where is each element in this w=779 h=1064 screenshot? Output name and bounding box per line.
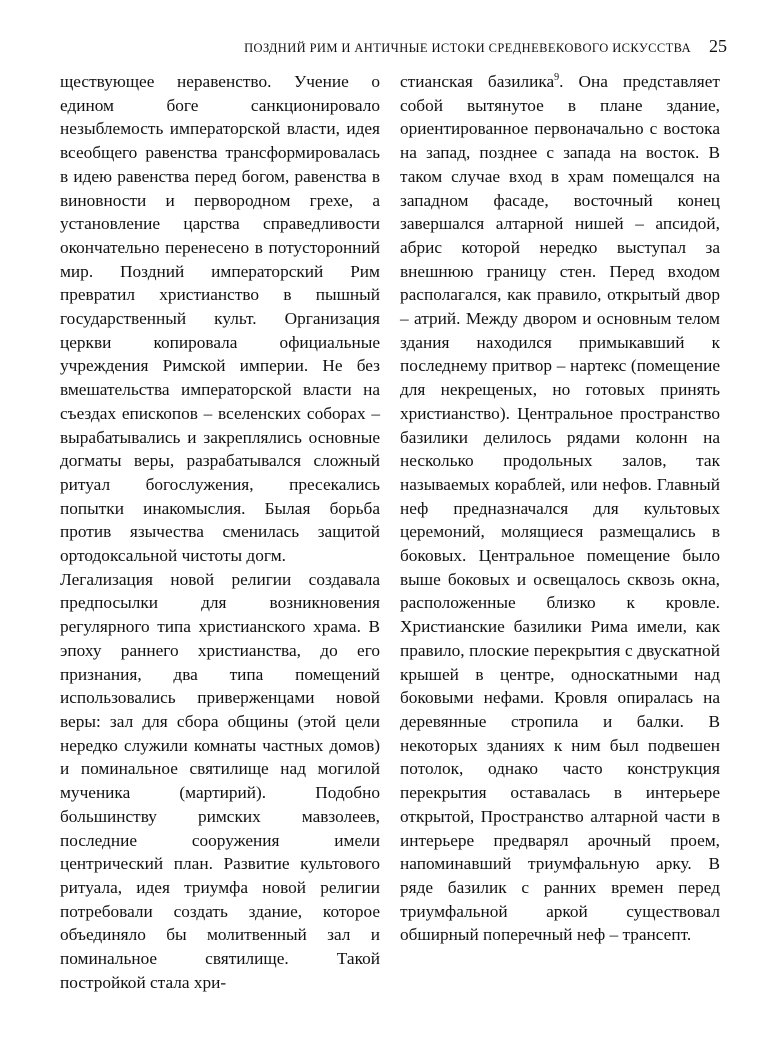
running-header — [180, 36, 727, 58]
paragraph-basilica — [400, 70, 720, 947]
basilica-text-body: . Она представляет собой вытянутое в плане здание, ориентированное первоначально с востока на запад, позднее с запада на восток. В таком случае вход в храм помещался на западном фасаде, восточный конец завершался алтарной нишей – апсидой, абрис которой нередко выступал за внешнюю границу стен. Перед входом располагался, как правило, открытый двор – атрий. Между двором и основным телом здания находился примыкавший к последнему притвор – нартекс (помещение для некрещеных, но готовых принять христианство). Центральное пространство базилики делилось рядами колонн на несколько продольных залов, так называемых кораблей, или нефов. Главный неф предназначался для культовых церемоний, молящиеся размещались в боковых. Центральное помещение было выше боковых и освещалось сквозь окна, расположенные близко к кровле. Христианские базилики Рима имели, как правило, плоские перекрытия с двускатной крышей в центре, односкатными над боковыми нефами. Кровля опиралась на деревянные стропила и балки. В некоторых зданиях к ним был подвешен потолок, однако часто конструкция перекрытия оставалась в интерьере открытой, Пространство алтарной части в интерьере предварял арочный проем, напоминавший триумфальную арку. В ряде базилик с ранних времен перед триумфальной аркой существовал обширный поперечный неф – трансепт. — [400, 72, 720, 945]
text-column-left — [60, 70, 380, 994]
footnote-reference: 9 — [554, 72, 560, 84]
chapter-running-title: ПОЗДНИЙ РИМ И АНТИЧНЫЕ ИСТОКИ СРЕДНЕВЕКОВОГО ИСКУССТВА — [244, 41, 691, 55]
text-column-right — [400, 70, 720, 947]
basilica-text-start: стианская базилика — [400, 72, 555, 91]
paragraph-continuation: ществующее неравенство. Учение о едином боге санкционировало незыблемость императорской власти, идея всеобщего равенства трансформировалась в идею равенства перед богом, равенства в виновности и первородном грехе, а установление царства справедливости окончательно перенесено в потусторонний мир. Поздний императорский Рим превратил христианство в пышный государственный культ. Организация церкви копировала официальные учреждения Римской империи. Не без вмешательства императорской власти на съездах епископов – вселенских соборах – вырабатывались и закреплялись основные догматы веры, разрабатывался сложный ритуал богослужения, пресекались попытки инакомыслия. Былая борьба против язычества сменилась защитой ортодоксальной чистоты догм. — [60, 72, 380, 566]
paragraph-legalization: Легализация новой религии создавала предпосылки для возникновения регулярного типа христианского храма. В эпоху раннего христианства, до его признания, два типа помещений использовались приверженцами новой веры: зал для сбора общины (этой цели нередко служили комнаты частных домов) и поминальное святилище над могилой мученика (мартирий). Подобно большинству римских мавзолеев, последние сооружения имели центрический план. Развитие культового ритуала, идея триумфа новой религии потребовали создать здание, которое объединяло бы молитвенный зал и поминальное святилище. Такой постройкой стала хри- — [60, 569, 380, 992]
page-number: 25 — [709, 36, 727, 56]
